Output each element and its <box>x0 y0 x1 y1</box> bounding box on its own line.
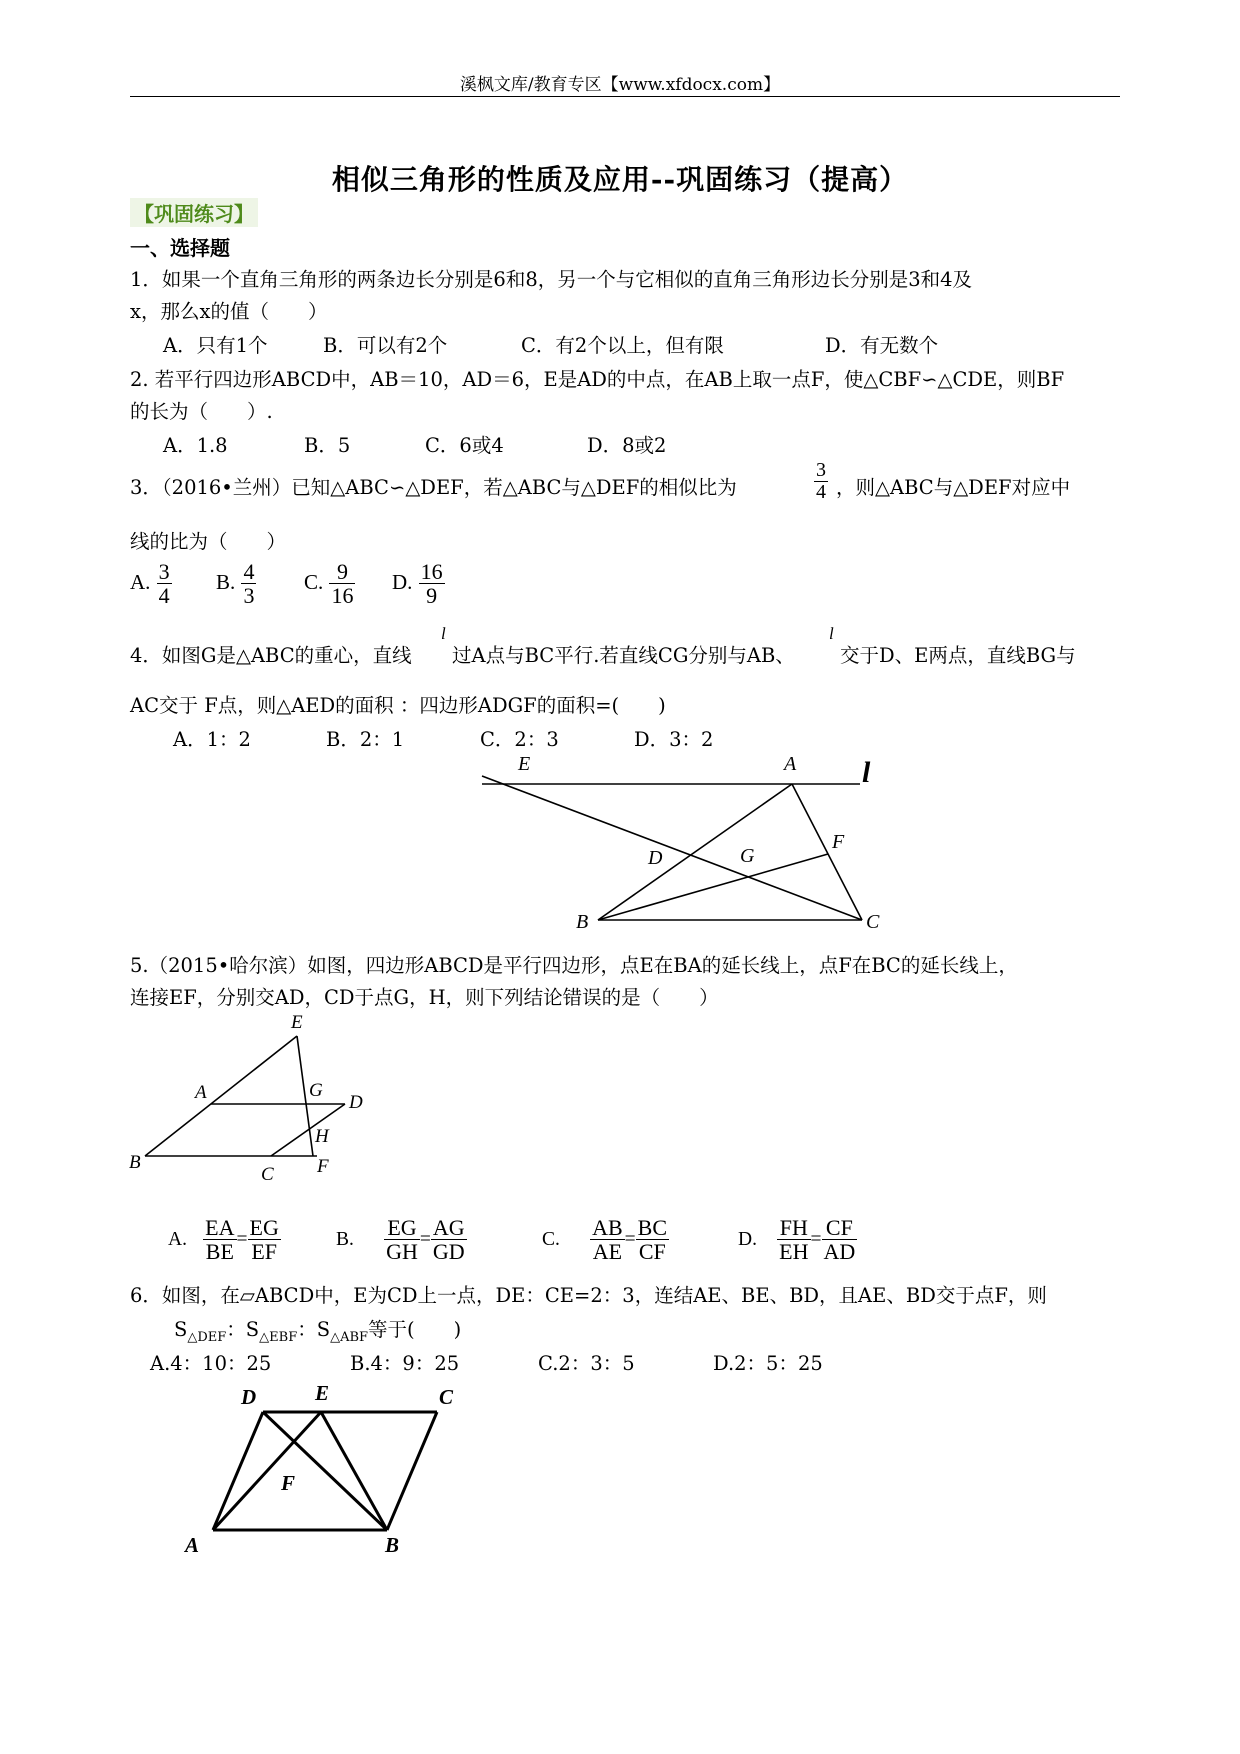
q5-option-c-left <box>590 1216 625 1263</box>
area-s: S <box>174 1318 188 1341</box>
fraction-numerator: 9 <box>329 560 355 584</box>
area-sub-ebf: △EBF <box>259 1329 298 1345</box>
label-b: B <box>385 1533 400 1557</box>
q1-text-line2: x，那么x的值（ ） <box>130 300 328 323</box>
label-f: F <box>317 1156 329 1177</box>
q4-text-line1c: 交于D、E两点，直线BG与 <box>840 644 1076 667</box>
q3-option-c-fraction <box>329 560 355 607</box>
q5-text-line1: 5.（2015•哈尔滨）如图，四边形ABCD是平行四边形，点E在BA的延长线上，点F在BC的延长线上， <box>130 954 1018 977</box>
q3-option-b-fraction <box>241 560 256 607</box>
q3-option-a <box>130 560 172 607</box>
q6-text-line2 <box>174 1314 461 1345</box>
q5-option-b-label: B. <box>336 1229 354 1251</box>
q5-option-c-right <box>636 1216 669 1263</box>
q5-option-b <box>336 1216 467 1263</box>
q2-text-line2: 的长为（ ）. <box>130 400 273 423</box>
fraction-denominator: GH <box>386 1239 418 1265</box>
segment-be <box>145 1036 297 1156</box>
section-heading: 一、选择题 <box>130 236 230 260</box>
q3-text-line1a: 3．（2016•兰州）已知△ABC∽△DEF，若△ABC与△DEF的相似比为 <box>130 476 737 499</box>
q4-line-l-symbol-2: l <box>829 624 834 643</box>
fraction-numerator: CF <box>822 1216 858 1240</box>
label-d: D <box>648 847 663 869</box>
label-a: A <box>185 1533 200 1557</box>
fraction-numerator: 16 <box>420 559 443 584</box>
q3-text-line1b: ，则△ABC与△DEF对应中 <box>836 476 1071 499</box>
q5-option-a-left <box>203 1216 236 1263</box>
fraction-numerator: EG <box>384 1216 420 1240</box>
label-b: B <box>129 1152 141 1173</box>
q3-option-b <box>216 560 256 607</box>
q5-option-a-right <box>248 1216 281 1263</box>
q3-option-a-fraction <box>157 560 172 607</box>
page-title: 相似三角形的性质及应用--巩固练习（提高） <box>331 163 909 196</box>
fraction-denominator: EF <box>251 1239 277 1265</box>
fraction-numerator: AG <box>432 1215 465 1240</box>
q6-tail-text: 等于( ) <box>368 1318 462 1341</box>
q3-ratio-denominator: 4 <box>816 481 826 503</box>
label-g: G <box>309 1080 323 1101</box>
segment-cd <box>271 1104 345 1156</box>
q4-option-c: C．2：3 <box>480 728 559 751</box>
q4-option-d: D．3：2 <box>634 728 714 751</box>
q6-option-a: A.4：10：25 <box>150 1352 272 1375</box>
q3-ratio-fraction <box>814 460 828 503</box>
fraction-denominator: AE <box>592 1239 623 1265</box>
q5-option-d-label: D. <box>738 1229 757 1251</box>
q3-option-b-label: B. <box>216 570 236 595</box>
q3-option-d <box>392 560 445 607</box>
q5-option-c-label: C. <box>542 1229 560 1251</box>
fraction-denominator: 16 <box>331 583 354 609</box>
equals-sign: = <box>419 1229 431 1251</box>
q5-option-a <box>168 1216 281 1263</box>
label-c: C <box>261 1164 274 1185</box>
fraction-numerator: EA <box>205 1215 235 1240</box>
q5-figure <box>125 1006 375 1186</box>
q4-figure <box>470 748 910 938</box>
segment-bc <box>387 1412 437 1530</box>
q3-option-a-label: A. <box>130 570 151 595</box>
segment-ad <box>213 1412 263 1530</box>
q2-option-b: B．5 <box>304 434 351 457</box>
q6-option-d: D.2：5：25 <box>713 1352 823 1375</box>
fraction-denominator: AD <box>823 1239 856 1265</box>
q1-option-c: C．有2个以上，但有限 <box>521 334 724 357</box>
fraction-numerator: BC <box>637 1215 668 1240</box>
fraction-numerator: 3 <box>158 559 170 584</box>
q4-option-b: B．2：1 <box>326 728 405 751</box>
label-f: F <box>281 1471 296 1495</box>
q3-option-c-label: C. <box>304 570 324 595</box>
q6-figure <box>175 1380 485 1565</box>
fraction-numerator: AB <box>592 1215 623 1240</box>
fraction-denominator: 3 <box>243 583 255 609</box>
label-b: B <box>576 911 589 933</box>
q3-ratio-numerator: 3 <box>816 459 826 481</box>
q4-text-line1a: 4．如图G是△ABC的重心，直线 <box>130 644 412 667</box>
q6-option-b: B.4：9：25 <box>350 1352 460 1375</box>
q4-text-line2: AC交于 F点，则△AED的面积 ：四边形ADGF的面积=( ) <box>130 694 666 717</box>
q1-option-d: D．有无数个 <box>825 334 939 357</box>
fraction-denominator: EH <box>779 1239 809 1265</box>
q5-text-line2: 连接EF，分别交AD，CD于点G，H，则下列结论错误的是（ ） <box>130 986 719 1009</box>
q1-text-line1: 1．如果一个直角三角形的两条边长分别是6和8，另一个与它相似的直角三角形边长分别是3和4及 <box>130 268 973 291</box>
fraction-numerator: EG <box>249 1215 279 1240</box>
label-d: D <box>241 1385 257 1409</box>
equals-sign: = <box>624 1229 636 1251</box>
q5-option-d-right <box>822 1216 858 1263</box>
q2-option-d: D．8或2 <box>587 434 667 457</box>
label-e: E <box>315 1381 330 1405</box>
fraction-denominator: CF <box>638 1239 666 1265</box>
equals-sign: = <box>810 1229 822 1251</box>
segment-ae <box>213 1412 321 1530</box>
fraction-denominator: BE <box>205 1239 234 1265</box>
q5-option-d-left <box>777 1216 810 1263</box>
q3-text-line2: 线的比为（ ） <box>130 530 287 553</box>
q6-option-c: C.2：3：5 <box>538 1352 635 1375</box>
label-f: F <box>832 831 845 853</box>
segment-be <box>321 1412 387 1530</box>
q3-option-c <box>304 560 355 607</box>
area-s: ：S <box>297 1318 331 1341</box>
q6-text-line1: 6．如图，在▱ABCD中，E为CD上一点，DE：CE=2：3，连结AE、BE、BD，且AE、BD交于点F，则 <box>130 1284 1047 1307</box>
label-l: l <box>862 756 871 789</box>
area-s: ：S <box>226 1318 260 1341</box>
q4-text-line1b: 过A点与BC平行.若直线CG分别与AB、 <box>452 644 795 667</box>
label-g: G <box>740 845 755 867</box>
header-divider <box>130 96 1120 97</box>
q5-option-c <box>542 1216 669 1263</box>
section-tag: 【巩固练习】 <box>130 198 258 227</box>
label-a: A <box>784 753 797 775</box>
segment-ac <box>792 784 862 920</box>
q2-text-line1: 2. 若平行四边形ABCD中，AB＝10，AD＝6，E是AD的中点，在AB上取一点F，使△CBF∽△CDE，则BF <box>130 368 1065 391</box>
area-sub-abf: △ABF <box>330 1329 369 1345</box>
q1-option-b: B．可以有2个 <box>323 334 448 357</box>
fraction-denominator: GD <box>432 1239 465 1265</box>
label-a: A <box>195 1082 207 1103</box>
area-sub-def: △DEF <box>187 1329 227 1345</box>
q3-option-d-fraction <box>419 560 445 607</box>
segment-ba <box>598 784 792 920</box>
q1-option-a: A．只有1个 <box>163 334 268 357</box>
fraction-numerator: FH <box>777 1216 810 1240</box>
label-c: C <box>439 1385 454 1409</box>
equals-sign: = <box>236 1229 248 1251</box>
label-c: C <box>866 911 880 933</box>
label-d: D <box>349 1092 363 1113</box>
label-e: E <box>518 753 531 775</box>
fraction-numerator: 4 <box>243 559 255 584</box>
q5-option-d <box>738 1216 857 1263</box>
page-header: 溪枫文库/教育专区【www.xfdocx.com】 <box>459 75 781 95</box>
q5-option-b-right <box>431 1216 467 1263</box>
label-h: H <box>315 1126 329 1147</box>
q4-line-l-symbol: l <box>441 624 446 643</box>
q2-option-c: C．6或4 <box>425 434 504 457</box>
fraction-denominator: 4 <box>158 583 170 609</box>
q3-option-d-label: D. <box>392 570 413 595</box>
q5-option-a-label: A. <box>168 1229 187 1251</box>
q4-option-a: A．1：2 <box>173 728 251 751</box>
q2-option-a: A．1.8 <box>163 434 228 457</box>
fraction-denominator: 9 <box>426 583 438 609</box>
label-e: E <box>291 1012 303 1033</box>
q5-option-b-left <box>384 1216 420 1263</box>
